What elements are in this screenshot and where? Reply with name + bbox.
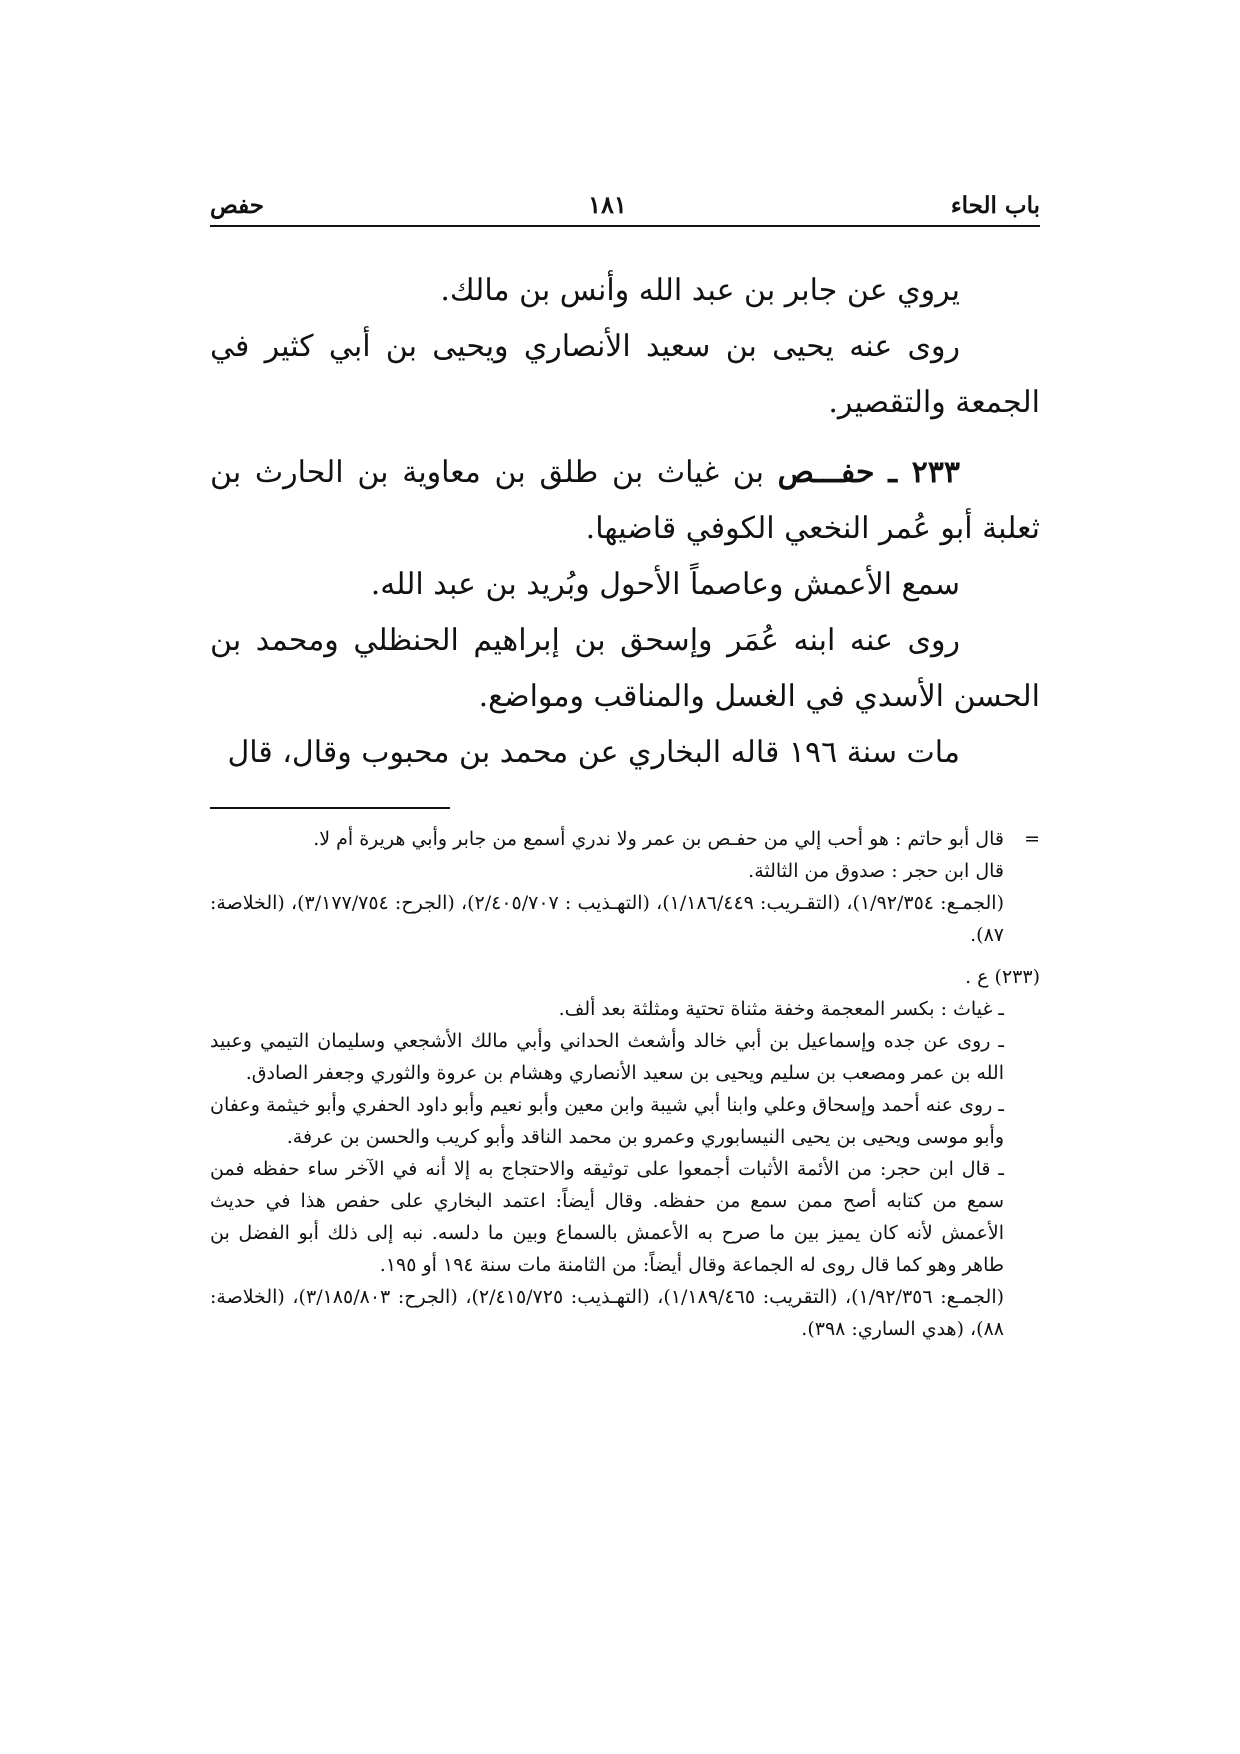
footnote-heading: (٢٣٣) ع . (965, 966, 1040, 988)
footnote-text: ـ روى عن جده وإسماعيل بن أبي خالد وأشعث الحداني وأبي مالك الأشجعي وسليمان التيمي وعبيد الله بن عمر ومصعب بن سليم ويحيى بن سعيد الأنصاري وهشام بن عروة والثوري وجعفر الصادق. (210, 1030, 1004, 1084)
paragraph-narrates-from: يروي عن جابر بن عبد الله وأنس بن مالك. (440, 273, 960, 308)
page-number: ١٨١ (588, 190, 627, 219)
paragraph-heard-from: سمع الأعمش وعاصماً الأحول وبُريد بن عبد الله. (370, 567, 960, 602)
footnote-text: ـ قال ابن حجر: من الأئمة الأثبات أجمعوا على توثيقه والاحتجاج به إلا أنه في الآخر ساء حفظه فمن سمع من كتابه أصح ممن سمع من حفظه. وقال أيضاً: اعتمد البخاري على حفص هذا في حديث الأعمش لأنه كان يميز بين ما صرح به الأعمش بالسماع وبين ما دلسه. نبه إلى ذلك أبو الفضل بن طاهر وهو كما قال روى له الجماعة وقال أيضاً: من الثامنة مات سنة ١٩٤ أو ١٩٥. (210, 1158, 1004, 1276)
entry-number: ٢٣٣ ـ (888, 455, 960, 490)
section-title: حفص (210, 192, 265, 219)
footnote-text: ـ غياث : بكسر المعجمة وخفة مثناة تحتية ومثلثة بعد ألف. (558, 998, 1004, 1020)
book-page (210, 190, 1040, 1345)
continuation-marker: = (1024, 828, 1040, 850)
main-text (210, 263, 1040, 781)
footnote-text: قال أبو حاتم : هو أحب إلي من حفـص بن عمر ولا ندري أسمع من جابر وأبي هريرة أم لا. (313, 828, 1004, 850)
footnotes (210, 823, 1040, 1345)
paragraph-narrated-by: روى عنه يحيى بن سعيد الأنصاري ويحيى بن أبي كثير في الجمعة والتقصير. (210, 329, 1040, 420)
running-header (210, 190, 1040, 227)
footnote-separator (210, 807, 1040, 809)
footnote-text: ـ روى عنه أحمد وإسحاق وعلي وابنا أبي شيبة وابن معين وأبو نعيم وأبو داود الحفري وأبو خيثمة وعفان وأبو موسى ويحيى بن يحيى النيسابوري وعمرو بن محمد الناقد وأبو كريب والحسن بن عرفة. (210, 1094, 1004, 1148)
footnote-references: (الجمـع: ١/٩٢/٣٥٦)، (التقريب: ١/١٨٩/٤٦٥)، (التهـذيب: ٢/٤١٥/٧٢٥)، (الجرح: ٣/١٨٥/٨٠٣)، (الخلاصة: ٨٨)، (هدي الساري: ٣٩٨). (210, 1286, 1005, 1340)
biography-entry-233 (210, 445, 1040, 557)
entry-name: حفـــص (777, 455, 875, 490)
entry-lineage: بن غياث بن طلق بن معاوية بن الحارث بن ثعلبة أبو عُمر النخعي الكوفي قاضيها. (210, 455, 1040, 546)
chapter-title: باب الحاء (950, 192, 1040, 219)
footnote-233 (210, 961, 1040, 1345)
footnote-text: قال ابن حجر : صدوق من الثالثة. (748, 860, 1004, 882)
paragraph-death: مات سنة ١٩٦ قاله البخاري عن محمد بن محبوب وقال، قال (227, 735, 960, 770)
footnote-continued (210, 823, 1040, 855)
paragraph-narrated-by-2: روى عنه ابنه عُمَر وإسحق بن إبراهيم الحنظلي ومحمد بن الحسن الأسدي في الغسل والمناقب ومواضع. (210, 623, 1040, 714)
footnote-references: (الجمـع: ١/٩٢/٣٥٤)، (التقـريب: ١/١٨٦/٤٤٩)، (التهـذيب : ٢/٤٠٥/٧٠٧)، (الجرح: ٣/١٧٧/٧٥٤)، (الخلاصة: ٨٧). (210, 892, 1004, 946)
